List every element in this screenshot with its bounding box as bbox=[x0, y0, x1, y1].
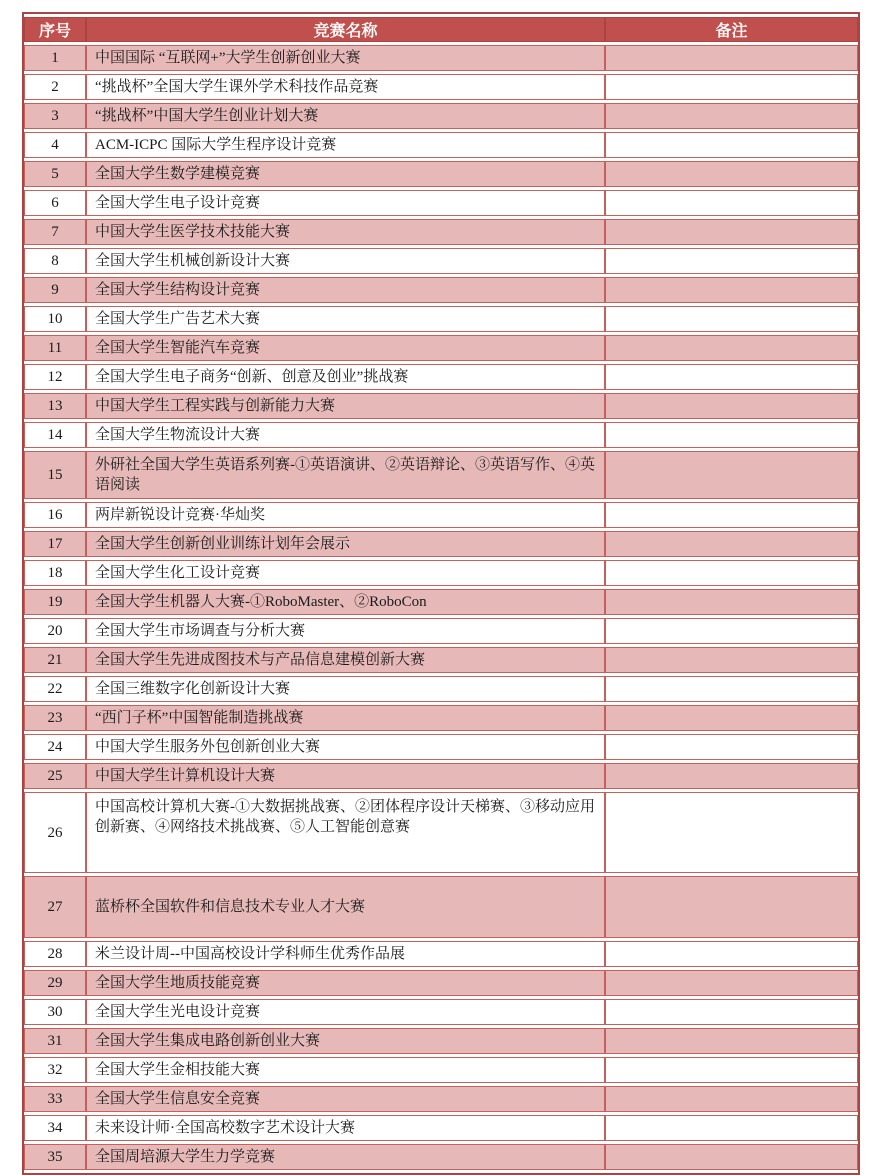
cell-name: 全国大学生机械创新设计大赛 bbox=[86, 248, 605, 274]
table-row bbox=[24, 45, 858, 71]
cell-name: 全国大学生地质技能竞赛 bbox=[86, 970, 605, 996]
table-row bbox=[24, 763, 858, 789]
cell-name: “西门子杯”中国智能制造挑战赛 bbox=[86, 705, 605, 731]
cell-name: 中国国际 “互联网+”大学生创新创业大赛 bbox=[86, 45, 605, 71]
cell-index: 25 bbox=[24, 763, 86, 789]
cell-note bbox=[605, 1028, 858, 1054]
cell-index: 10 bbox=[24, 306, 86, 332]
cell-name: 两岸新锐设计竞赛·华灿奖 bbox=[86, 502, 605, 528]
table-row bbox=[24, 219, 858, 245]
table-row bbox=[24, 451, 858, 499]
table-row bbox=[24, 393, 858, 419]
cell-index: 15 bbox=[24, 451, 86, 499]
table-row bbox=[24, 705, 858, 731]
cell-note bbox=[605, 1115, 858, 1141]
cell-index: 14 bbox=[24, 422, 86, 448]
cell-name: 全国大学生信息安全竞赛 bbox=[86, 1086, 605, 1112]
cell-index: 34 bbox=[24, 1115, 86, 1141]
table-row bbox=[24, 335, 858, 361]
cell-name: 全国大学生机器人大赛-①RoboMaster、②RoboCon bbox=[86, 589, 605, 615]
cell-note bbox=[605, 248, 858, 274]
cell-name: 全国大学生智能汽车竞赛 bbox=[86, 335, 605, 361]
header-row bbox=[24, 17, 858, 42]
cell-note bbox=[605, 306, 858, 332]
cell-name: 未来设计师·全国高校数字艺术设计大赛 bbox=[86, 1115, 605, 1141]
cell-name: 中国大学生计算机设计大赛 bbox=[86, 763, 605, 789]
table-row bbox=[24, 502, 858, 528]
table-row bbox=[24, 422, 858, 448]
cell-note bbox=[605, 589, 858, 615]
cell-name: 米兰设计周--中国高校设计学科师生优秀作品展 bbox=[86, 941, 605, 967]
cell-name: “挑战杯”中国大学生创业计划大赛 bbox=[86, 103, 605, 129]
cell-index: 20 bbox=[24, 618, 86, 644]
cell-index: 9 bbox=[24, 277, 86, 303]
cell-index: 22 bbox=[24, 676, 86, 702]
competition-table-wrapper bbox=[22, 12, 860, 1175]
cell-note bbox=[605, 941, 858, 967]
table-row bbox=[24, 970, 858, 996]
cell-note bbox=[605, 422, 858, 448]
cell-note bbox=[605, 103, 858, 129]
table-row bbox=[24, 277, 858, 303]
table-row bbox=[24, 1028, 858, 1054]
cell-index: 23 bbox=[24, 705, 86, 731]
cell-name: 全国大学生广告艺术大赛 bbox=[86, 306, 605, 332]
cell-note bbox=[605, 1086, 858, 1112]
cell-name: 全国大学生电子商务“创新、创意及创业”挑战赛 bbox=[86, 364, 605, 390]
cell-name: 全国大学生结构设计竞赛 bbox=[86, 277, 605, 303]
cell-note bbox=[605, 531, 858, 557]
table-row bbox=[24, 676, 858, 702]
cell-name: 中国高校计算机大赛-①大数据挑战赛、②团体程序设计天梯赛、③移动应用创新赛、④网络技术挑战赛、⑤人工智能创意赛 bbox=[86, 792, 605, 873]
cell-name: 全国大学生光电设计竞赛 bbox=[86, 999, 605, 1025]
cell-note bbox=[605, 734, 858, 760]
table-row bbox=[24, 734, 858, 760]
cell-note bbox=[605, 364, 858, 390]
cell-note bbox=[605, 74, 858, 100]
table-row bbox=[24, 1057, 858, 1083]
cell-note bbox=[605, 277, 858, 303]
cell-name: 全国大学生金相技能大赛 bbox=[86, 1057, 605, 1083]
cell-note bbox=[605, 502, 858, 528]
cell-index: 30 bbox=[24, 999, 86, 1025]
table-row bbox=[24, 531, 858, 557]
column-header-index: 序号 bbox=[24, 17, 86, 42]
table-row bbox=[24, 618, 858, 644]
column-header-name: 竞赛名称 bbox=[86, 17, 605, 42]
cell-note bbox=[605, 451, 858, 499]
table-row bbox=[24, 364, 858, 390]
cell-name: 外研社全国大学生英语系列赛-①英语演讲、②英语辩论、③英语写作、④英语阅读 bbox=[86, 451, 605, 499]
cell-name: “挑战杯”全国大学生课外学术科技作品竞赛 bbox=[86, 74, 605, 100]
table-row bbox=[24, 999, 858, 1025]
table-row bbox=[24, 876, 858, 938]
cell-index: 11 bbox=[24, 335, 86, 361]
table-row bbox=[24, 132, 858, 158]
table-row bbox=[24, 1115, 858, 1141]
table-row bbox=[24, 74, 858, 100]
table-row bbox=[24, 190, 858, 216]
cell-index: 18 bbox=[24, 560, 86, 586]
cell-note bbox=[605, 335, 858, 361]
cell-index: 32 bbox=[24, 1057, 86, 1083]
cell-note bbox=[605, 161, 858, 187]
competition-table bbox=[24, 14, 858, 1173]
cell-name: 全国大学生化工设计竞赛 bbox=[86, 560, 605, 586]
cell-name: 中国大学生医学技术技能大赛 bbox=[86, 219, 605, 245]
cell-name: 中国大学生服务外包创新创业大赛 bbox=[86, 734, 605, 760]
table-row bbox=[24, 1144, 858, 1170]
table-row bbox=[24, 941, 858, 967]
cell-index: 35 bbox=[24, 1144, 86, 1170]
cell-index: 24 bbox=[24, 734, 86, 760]
cell-index: 28 bbox=[24, 941, 86, 967]
cell-index: 26 bbox=[24, 792, 86, 873]
cell-note bbox=[605, 393, 858, 419]
cell-note bbox=[605, 999, 858, 1025]
cell-name: 全国大学生物流设计大赛 bbox=[86, 422, 605, 448]
cell-index: 7 bbox=[24, 219, 86, 245]
table-row bbox=[24, 306, 858, 332]
cell-name: 全国大学生电子设计竞赛 bbox=[86, 190, 605, 216]
cell-index: 12 bbox=[24, 364, 86, 390]
cell-note bbox=[605, 792, 858, 873]
cell-name: ACM-ICPC 国际大学生程序设计竞赛 bbox=[86, 132, 605, 158]
cell-note bbox=[605, 190, 858, 216]
cell-name: 全国大学生数学建模竞赛 bbox=[86, 161, 605, 187]
cell-note bbox=[605, 705, 858, 731]
table-row bbox=[24, 1086, 858, 1112]
cell-note bbox=[605, 1057, 858, 1083]
cell-index: 27 bbox=[24, 876, 86, 938]
table-row bbox=[24, 589, 858, 615]
cell-index: 6 bbox=[24, 190, 86, 216]
table-row bbox=[24, 161, 858, 187]
cell-index: 8 bbox=[24, 248, 86, 274]
cell-name: 中国大学生工程实践与创新能力大赛 bbox=[86, 393, 605, 419]
cell-note bbox=[605, 618, 858, 644]
cell-index: 33 bbox=[24, 1086, 86, 1112]
cell-note bbox=[605, 647, 858, 673]
cell-name: 全国大学生先进成图技术与产品信息建模创新大赛 bbox=[86, 647, 605, 673]
table-row bbox=[24, 560, 858, 586]
cell-index: 5 bbox=[24, 161, 86, 187]
cell-note bbox=[605, 763, 858, 789]
cell-index: 1 bbox=[24, 45, 86, 71]
cell-name: 全国周培源大学生力学竞赛 bbox=[86, 1144, 605, 1170]
table-row bbox=[24, 792, 858, 873]
cell-name: 蓝桥杯全国软件和信息技术专业人才大赛 bbox=[86, 876, 605, 938]
cell-note bbox=[605, 560, 858, 586]
cell-index: 31 bbox=[24, 1028, 86, 1054]
table-row bbox=[24, 103, 858, 129]
cell-name: 全国大学生创新创业训练计划年会展示 bbox=[86, 531, 605, 557]
cell-index: 2 bbox=[24, 74, 86, 100]
cell-note bbox=[605, 876, 858, 938]
cell-note bbox=[605, 1144, 858, 1170]
table-body bbox=[24, 45, 858, 1170]
column-header-note: 备注 bbox=[605, 17, 858, 42]
table-row bbox=[24, 647, 858, 673]
cell-index: 17 bbox=[24, 531, 86, 557]
cell-name: 全国三维数字化创新设计大赛 bbox=[86, 676, 605, 702]
cell-name: 全国大学生市场调查与分析大赛 bbox=[86, 618, 605, 644]
cell-note bbox=[605, 45, 858, 71]
cell-note bbox=[605, 219, 858, 245]
cell-index: 3 bbox=[24, 103, 86, 129]
cell-index: 16 bbox=[24, 502, 86, 528]
cell-index: 29 bbox=[24, 970, 86, 996]
cell-note bbox=[605, 970, 858, 996]
cell-note bbox=[605, 132, 858, 158]
cell-index: 19 bbox=[24, 589, 86, 615]
cell-index: 21 bbox=[24, 647, 86, 673]
cell-name: 全国大学生集成电路创新创业大赛 bbox=[86, 1028, 605, 1054]
cell-index: 13 bbox=[24, 393, 86, 419]
cell-note bbox=[605, 676, 858, 702]
cell-index: 4 bbox=[24, 132, 86, 158]
table-row bbox=[24, 248, 858, 274]
